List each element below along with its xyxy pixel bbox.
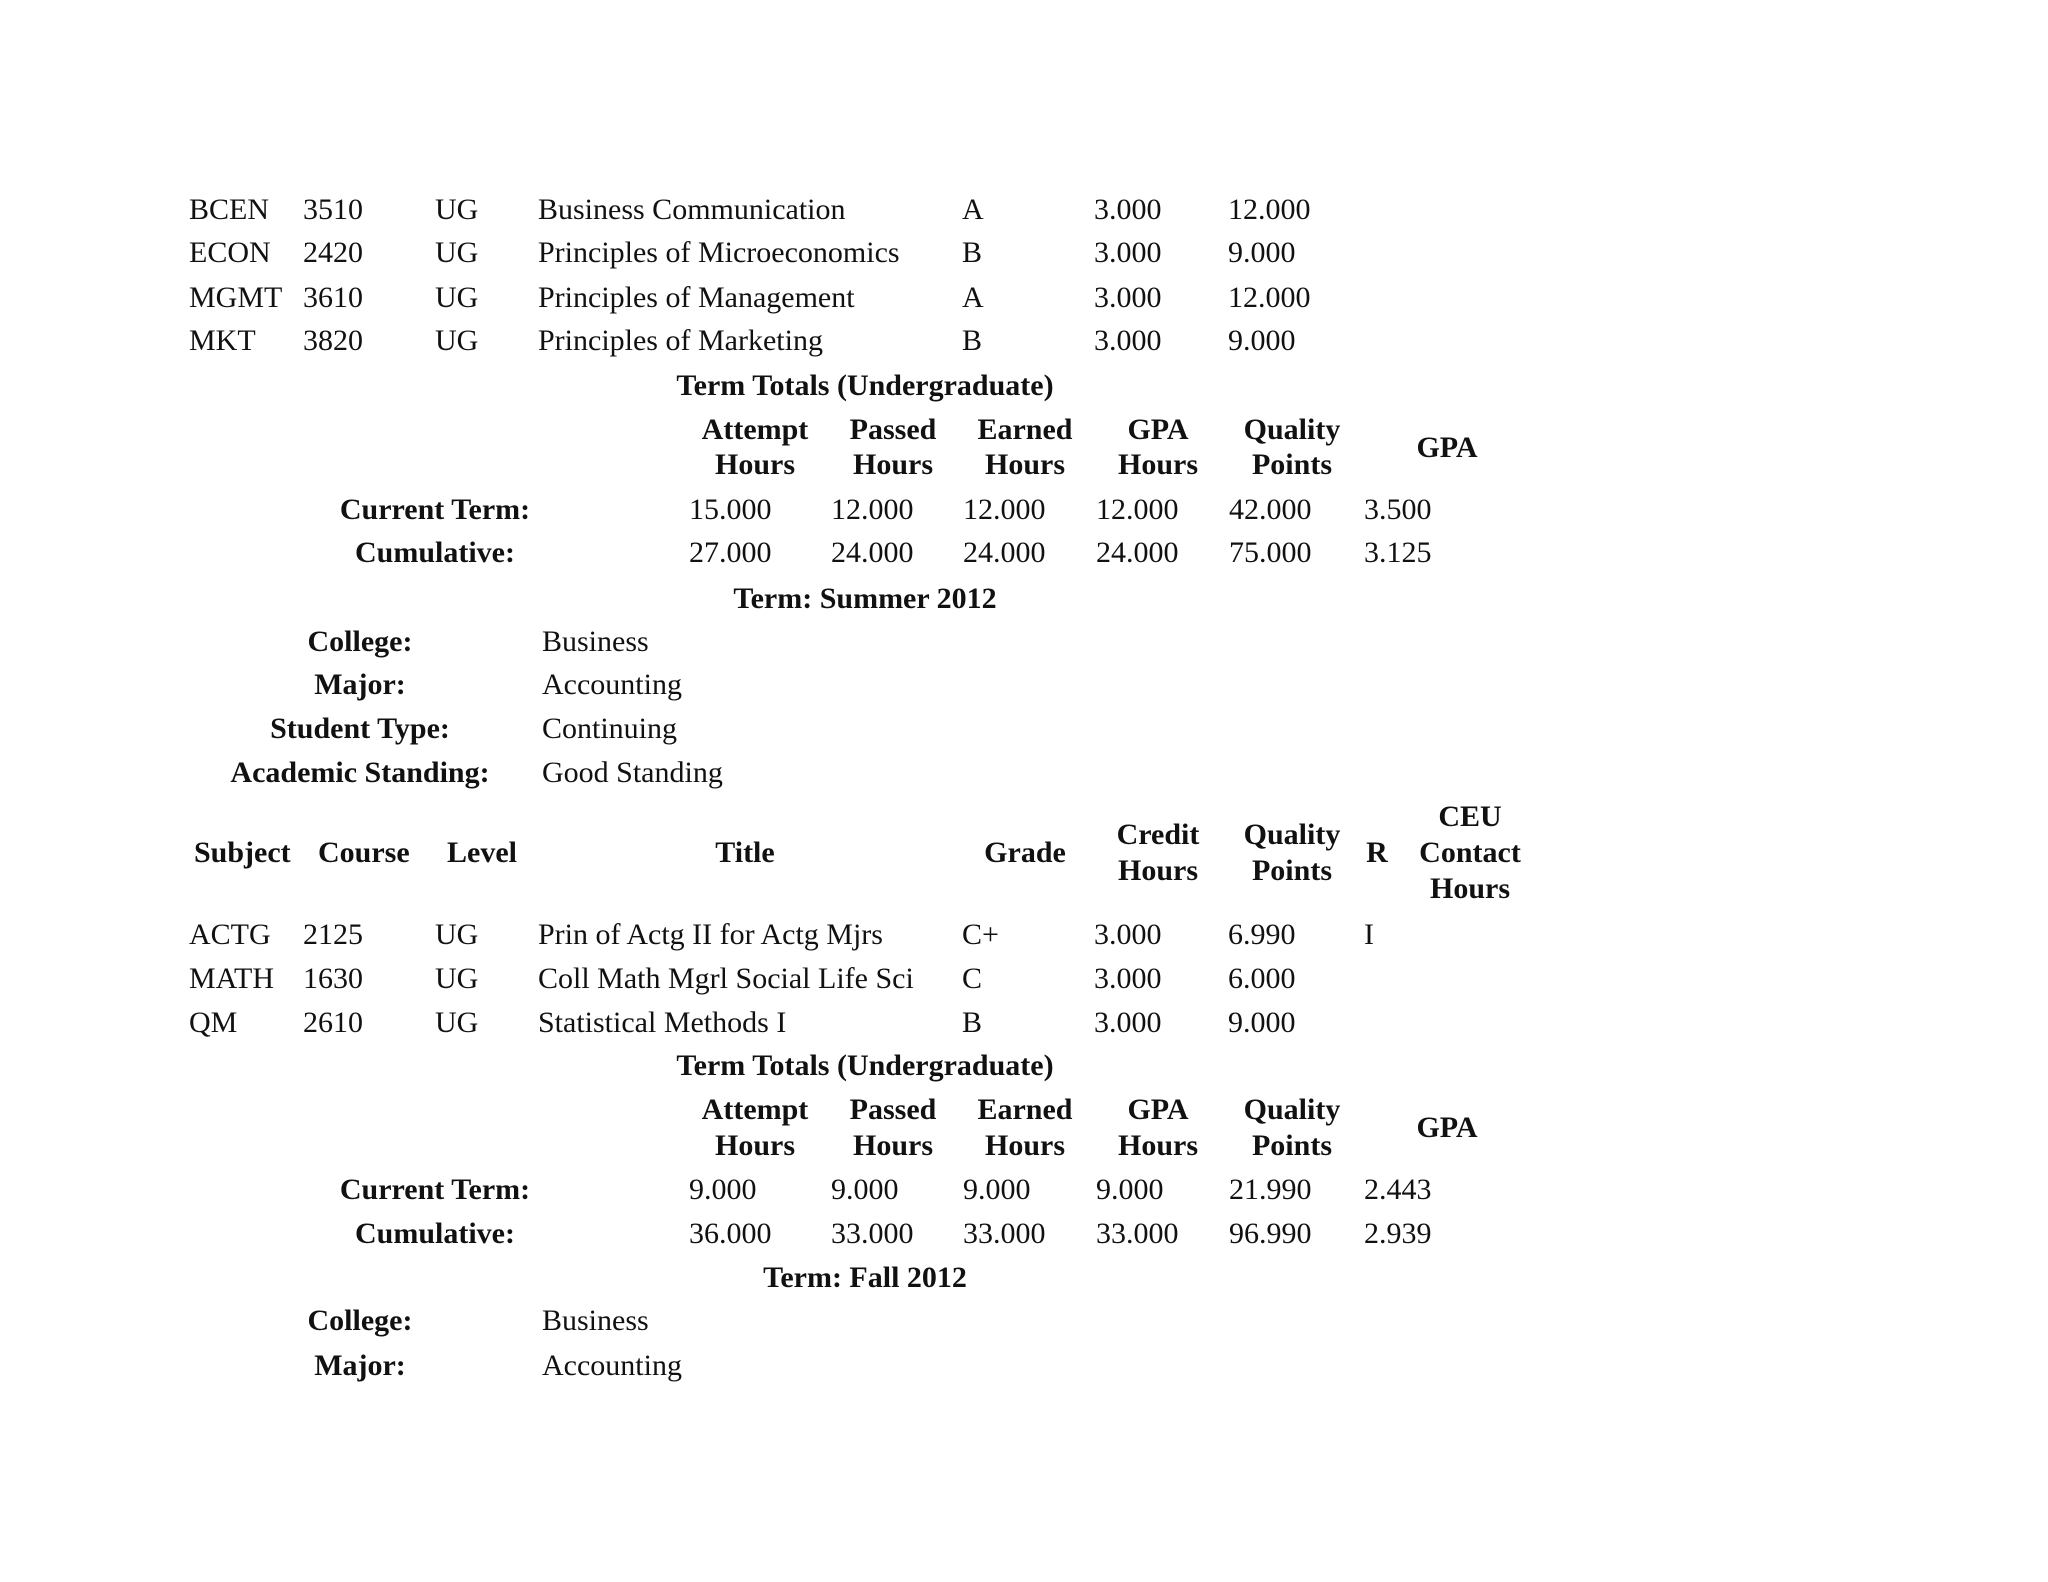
header-gpa-hours: GPA <box>1127 1093 1189 1126</box>
course-credit-hours: 3.000 <box>1094 281 1162 314</box>
header-level: Level <box>447 836 517 869</box>
course-level: UG <box>435 1006 479 1039</box>
course-title: Business Communication <box>538 193 846 226</box>
total-earned-hours: 9.000 <box>963 1173 1031 1206</box>
term-totals-heading: Term Totals (Undergraduate) <box>676 1049 1054 1082</box>
course-grade: A <box>962 281 984 314</box>
header-quality: Quality <box>1243 413 1341 446</box>
course-grade: B <box>962 324 983 357</box>
total-passed-hours: 12.000 <box>831 493 914 526</box>
course-title: Coll Math Mgrl Social Life Sci <box>538 962 914 995</box>
header-credit-hours: Hours <box>1117 854 1198 887</box>
header-attempt: Attempt <box>701 1093 809 1126</box>
total-gpa-hours: 33.000 <box>1096 1217 1179 1250</box>
course-title: Prin of Actg II for Actg Mjrs <box>538 918 883 951</box>
header-passed-hours: Hours <box>852 448 933 481</box>
total-earned-hours: 24.000 <box>963 536 1046 569</box>
course-subject: MATH <box>189 962 275 995</box>
course-grade: A <box>962 193 984 226</box>
header-quality: Quality <box>1243 818 1341 851</box>
course-level: UG <box>435 236 479 269</box>
major-label: Major: <box>314 668 406 701</box>
header-passed: Passed <box>849 1093 937 1126</box>
major-value: Accounting <box>542 1349 682 1382</box>
student-type-value: Continuing <box>542 712 678 745</box>
header-attempt-hours: Hours <box>714 448 795 481</box>
course-number: 2610 <box>303 1006 363 1039</box>
header-quality-points: Points <box>1251 854 1332 887</box>
course-level: UG <box>435 193 479 226</box>
course-subject: BCEN <box>189 193 270 226</box>
total-gpa: 2.443 <box>1364 1173 1432 1206</box>
total-passed-hours: 24.000 <box>831 536 914 569</box>
total-attempt-hours: 9.000 <box>689 1173 757 1206</box>
header-gpa-hours-2: Hours <box>1117 448 1198 481</box>
total-attempt-hours: 27.000 <box>689 536 772 569</box>
course-number: 3610 <box>303 281 363 314</box>
header-grade: Grade <box>984 836 1066 869</box>
header-earned-hours: Hours <box>984 448 1065 481</box>
total-gpa-hours: 9.000 <box>1096 1173 1164 1206</box>
course-grade: B <box>962 1006 983 1039</box>
totals-row-label: Cumulative: <box>355 536 515 569</box>
course-quality-points: 12.000 <box>1228 193 1311 226</box>
header-r: R <box>1366 836 1388 869</box>
total-quality-points: 21.990 <box>1229 1173 1312 1206</box>
total-quality-points: 96.990 <box>1229 1217 1312 1250</box>
course-level: UG <box>435 918 479 951</box>
term-heading: Term: Fall 2012 <box>763 1261 967 1294</box>
header-gpa: GPA <box>1416 431 1478 464</box>
total-earned-hours: 12.000 <box>963 493 1046 526</box>
term-heading: Term: Summer 2012 <box>733 582 997 615</box>
header-attempt: Attempt <box>701 413 809 446</box>
totals-row-label: Cumulative: <box>355 1217 515 1250</box>
course-quality-points: 6.990 <box>1228 918 1296 951</box>
total-gpa-hours: 12.000 <box>1096 493 1179 526</box>
header-ceu: CEU <box>1438 800 1502 833</box>
course-subject: ECON <box>189 236 271 269</box>
total-passed-hours: 9.000 <box>831 1173 899 1206</box>
course-level: UG <box>435 281 479 314</box>
college-label: College: <box>307 625 413 658</box>
college-value: Business <box>542 625 649 658</box>
course-repeat-indicator: I <box>1364 918 1374 951</box>
header-course: Course <box>318 836 410 869</box>
course-subject: QM <box>189 1006 238 1039</box>
course-quality-points: 6.000 <box>1228 962 1296 995</box>
total-attempt-hours: 15.000 <box>689 493 772 526</box>
course-subject: MGMT <box>189 281 283 314</box>
header-passed: Passed <box>849 413 937 446</box>
course-subject: MKT <box>189 324 256 357</box>
student-type-label: Student Type: <box>270 712 450 745</box>
header-passed-hours: Hours <box>852 1129 933 1162</box>
course-number: 2420 <box>303 236 363 269</box>
course-credit-hours: 3.000 <box>1094 962 1162 995</box>
total-quality-points: 75.000 <box>1229 536 1312 569</box>
header-earned: Earned <box>977 1093 1073 1126</box>
course-credit-hours: 3.000 <box>1094 324 1162 357</box>
college-value: Business <box>542 1304 649 1337</box>
total-gpa: 2.939 <box>1364 1217 1432 1250</box>
header-quality-points: Points <box>1251 448 1332 481</box>
header-quality: Quality <box>1243 1093 1341 1126</box>
header-subject: Subject <box>194 836 291 869</box>
course-title: Statistical Methods I <box>538 1006 787 1039</box>
academic-standing-label: Academic Standing: <box>230 756 490 789</box>
course-credit-hours: 3.000 <box>1094 236 1162 269</box>
course-credit-hours: 3.000 <box>1094 1006 1162 1039</box>
college-label: College: <box>307 1304 413 1337</box>
course-level: UG <box>435 324 479 357</box>
course-quality-points: 9.000 <box>1228 236 1296 269</box>
header-credit: Credit <box>1116 818 1200 851</box>
course-quality-points: 12.000 <box>1228 281 1311 314</box>
course-title: Principles of Marketing <box>538 324 823 357</box>
academic-standing-value: Good Standing <box>542 756 723 789</box>
course-number: 3510 <box>303 193 363 226</box>
course-subject: ACTG <box>189 918 271 951</box>
totals-row-label: Current Term: <box>339 493 531 526</box>
totals-row-label: Current Term: <box>339 1173 531 1206</box>
header-earned: Earned <box>977 413 1073 446</box>
total-passed-hours: 33.000 <box>831 1217 914 1250</box>
course-credit-hours: 3.000 <box>1094 918 1162 951</box>
header-gpa-hours-2: Hours <box>1117 1129 1198 1162</box>
course-grade: B <box>962 236 983 269</box>
total-attempt-hours: 36.000 <box>689 1217 772 1250</box>
total-quality-points: 42.000 <box>1229 493 1312 526</box>
header-earned-hours: Hours <box>984 1129 1065 1162</box>
course-grade: C <box>962 962 983 995</box>
header-attempt-hours: Hours <box>714 1129 795 1162</box>
course-quality-points: 9.000 <box>1228 1006 1296 1039</box>
total-gpa-hours: 24.000 <box>1096 536 1179 569</box>
course-credit-hours: 3.000 <box>1094 193 1162 226</box>
total-gpa: 3.125 <box>1364 536 1432 569</box>
total-earned-hours: 33.000 <box>963 1217 1046 1250</box>
major-value: Accounting <box>542 668 682 701</box>
course-title: Principles of Microeconomics <box>538 236 900 269</box>
course-title: Principles of Management <box>538 281 855 314</box>
course-grade: C+ <box>962 918 999 951</box>
course-number: 1630 <box>303 962 363 995</box>
term-totals-heading: Term Totals (Undergraduate) <box>676 369 1054 402</box>
total-gpa: 3.500 <box>1364 493 1432 526</box>
major-label: Major: <box>314 1349 406 1382</box>
header-quality-points: Points <box>1251 1129 1332 1162</box>
header-gpa: GPA <box>1416 1111 1478 1144</box>
course-level: UG <box>435 962 479 995</box>
header-ceu-contact: Contact <box>1419 836 1521 869</box>
course-number: 3820 <box>303 324 363 357</box>
course-number: 2125 <box>303 918 363 951</box>
header-title: Title <box>715 836 775 869</box>
header-gpa-hours: GPA <box>1127 413 1189 446</box>
header-ceu-hours: Hours <box>1429 872 1510 905</box>
course-quality-points: 9.000 <box>1228 324 1296 357</box>
